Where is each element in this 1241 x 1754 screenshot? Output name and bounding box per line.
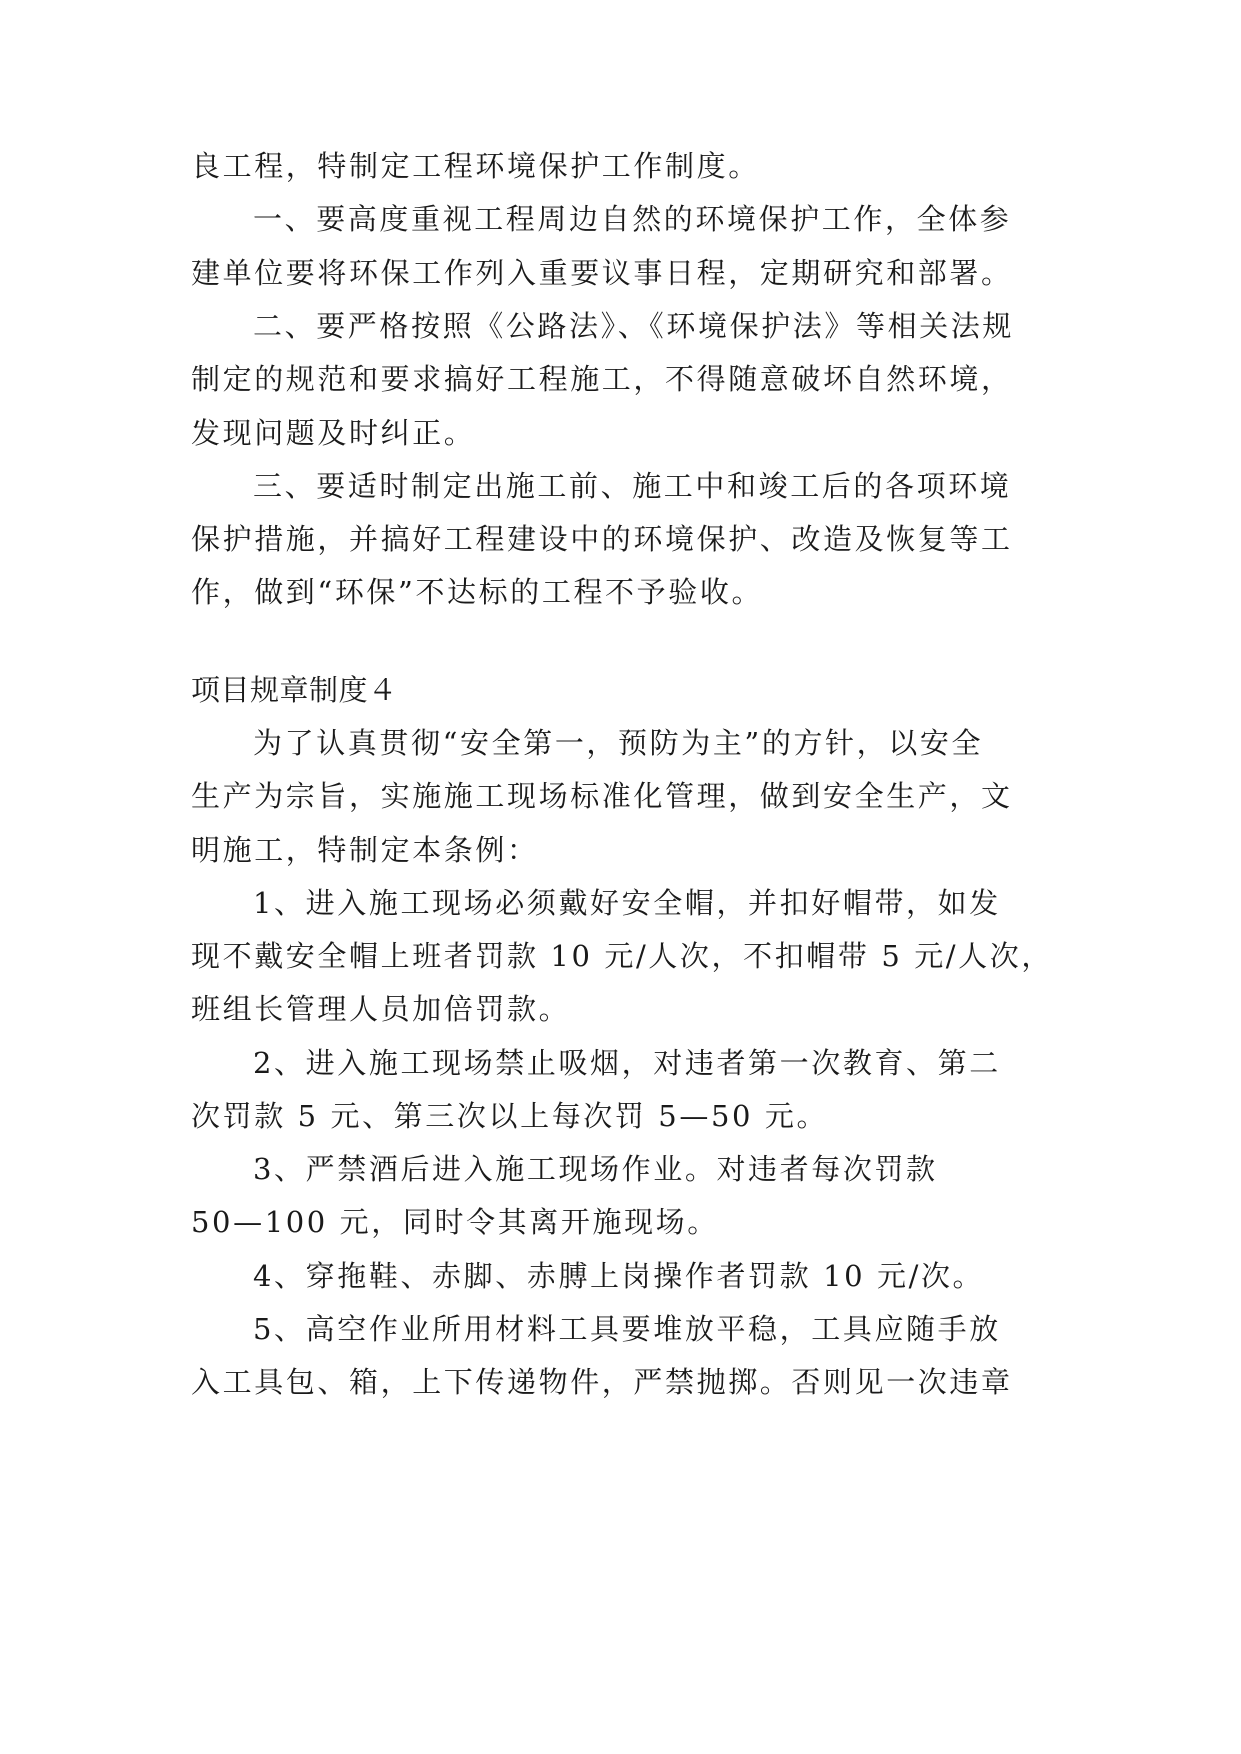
paragraph-line: 50—100 元，同时令其离开施现场。 <box>191 1205 719 1239</box>
paragraph-line: 三、要适时制定出施工前、施工中和竣工后的各项环境 <box>253 469 1012 503</box>
paragraph-line: 一、要高度重视工程周边自然的环境保护工作，全体参 <box>253 202 1012 236</box>
paragraph-line: 班组长管理人员加倍罚款。 <box>191 992 571 1026</box>
paragraph-line: 3、严禁酒后进入施工现场作业。对违者每次罚款 <box>253 1152 938 1186</box>
paragraph-line: 制定的规范和要求搞好工程施工，不得随意破坏自然环境， <box>191 362 1013 396</box>
paragraph-line: 二、要严格按照《公路法》、《环境保护法》等相关法规 <box>253 309 1015 343</box>
paragraph-line: 入工具包、箱，上下传递物件，严禁抛掷。否则见一次违章 <box>191 1365 1013 1399</box>
paragraph-line: 4、穿拖鞋、赤脚、赤膊上岗操作者罚款 10 元/次。 <box>253 1259 985 1293</box>
paragraph-line: 明施工，特制定本条例： <box>191 833 539 867</box>
paragraph-line: 5、高空作业所用材料工具要堆放平稳，工具应随手放 <box>253 1312 1001 1346</box>
paragraph-line: 现不戴安全帽上班者罚款 10 元/人次，不扣帽带 5 元/人次， <box>191 939 1053 973</box>
paragraph-line: 为了认真贯彻“安全第一，预防为主”的方针，以安全 <box>253 726 984 760</box>
paragraph-line: 建单位要将环保工作列入重要议事日程，定期研究和部署。 <box>191 256 1013 290</box>
paragraph-line: 次罚款 5 元、第三次以上每次罚 5—50 元。 <box>191 1099 829 1133</box>
paragraph-line: 生产为宗旨，实施施工现场标准化管理，做到安全生产，文 <box>191 779 1013 813</box>
paragraph-line: 良工程，特制定工程环境保护工作制度。 <box>191 149 760 183</box>
paragraph-line: 作，做到“环保”不达标的工程不予验收。 <box>191 575 764 609</box>
paragraph-line: 发现问题及时纠正。 <box>191 416 476 450</box>
paragraph-line: 保护措施，并搞好工程建设中的环境保护、改造及恢复等工 <box>191 522 1013 556</box>
section-heading: 项目规章制度４ <box>191 673 398 707</box>
paragraph-line: 1、进入施工现场必须戴好安全帽，并扣好帽带，如发 <box>253 886 1001 920</box>
paragraph-line: 2、进入施工现场禁止吸烟，对违者第一次教育、第二 <box>253 1046 1001 1080</box>
